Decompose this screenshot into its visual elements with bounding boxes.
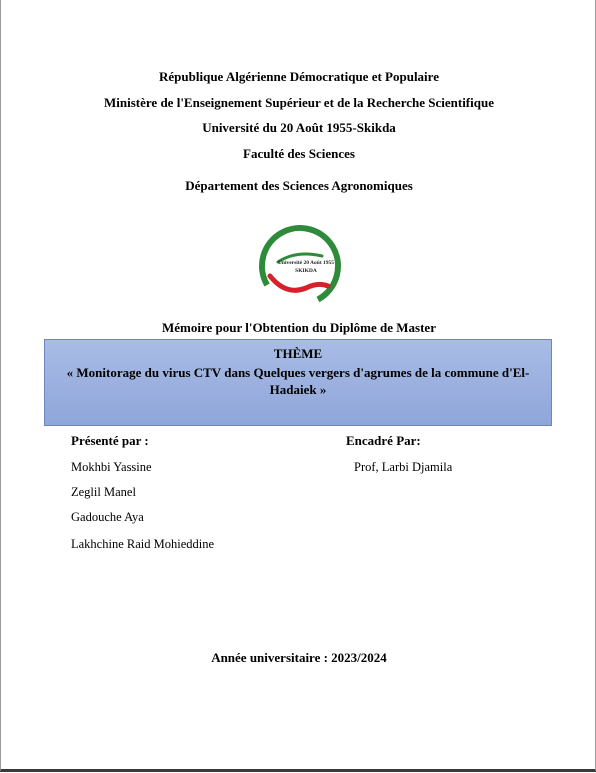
department-heading: Département des Sciences Agronomiques bbox=[185, 178, 413, 193]
logo-text-line1: Université 20 Août 1955 bbox=[277, 260, 335, 266]
student-name: Mokhbi Yassine bbox=[71, 460, 152, 474]
supervisor-name: Prof, Larbi Djamila bbox=[354, 460, 453, 474]
presented-by-label: Présenté par : bbox=[71, 433, 149, 448]
faculty-heading: Faculté des Sciences bbox=[243, 146, 355, 161]
theme-text: « Monitorage du virus CTV dans Quelques vergers d'agrumes de la commune d'El-Hadaiek » bbox=[66, 365, 530, 397]
student-name: Lakhchine Raid Mohieddine bbox=[71, 537, 215, 551]
student-name: Zeglil Manel bbox=[71, 485, 136, 499]
republic-heading: République Algérienne Démocratique et Populaire bbox=[159, 69, 439, 84]
academic-year: Année universitaire : 2023/2024 bbox=[211, 650, 387, 665]
university-heading: Université du 20 Août 1955-Skikda bbox=[202, 120, 396, 135]
supervised-by-label: Encadré Par: bbox=[346, 433, 421, 448]
theme-title: THÈME bbox=[273, 346, 323, 361]
ministry-heading: Ministère de l'Enseignement Supérieur et de la Recherche Scientifique bbox=[104, 95, 494, 110]
logo-text-line2: SKIKDA bbox=[295, 268, 317, 274]
logo-red-swoosh bbox=[270, 276, 328, 290]
memoire-heading: Mémoire pour l'Obtention du Diplôme de Master bbox=[162, 320, 436, 335]
theme-box bbox=[44, 339, 552, 426]
student-name: Gadouche Aya bbox=[71, 510, 144, 524]
university-logo bbox=[256, 222, 344, 308]
